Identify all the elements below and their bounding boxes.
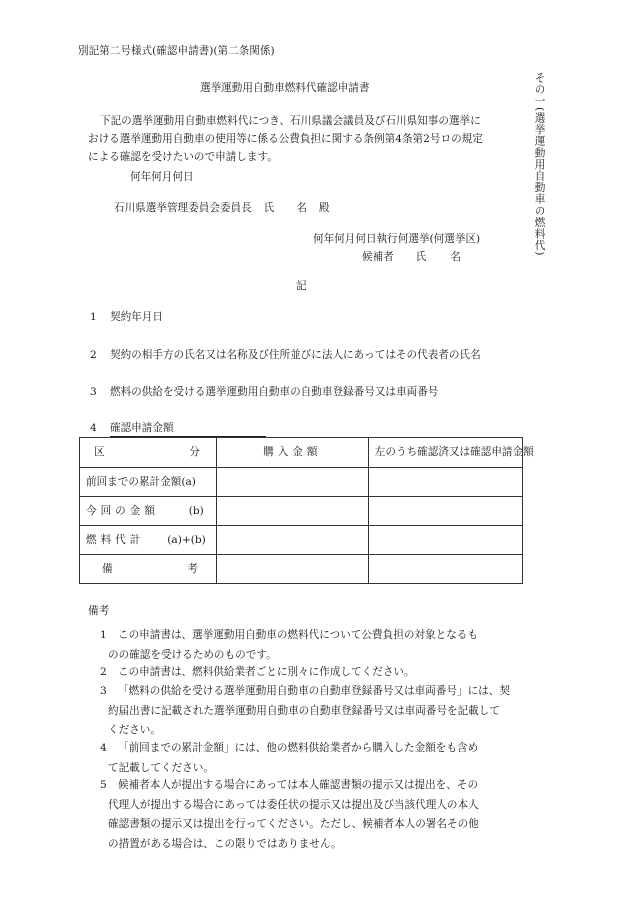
confirmed-amount-cell xyxy=(368,526,522,555)
note-item xyxy=(100,682,510,741)
header-category-a: 区 xyxy=(94,446,105,459)
note-line: 候補者本人が提出する場合にあっては本人確認書類の提示又は提出を、その xyxy=(118,779,479,791)
intro-line: による確認を受けたいので申請します。 xyxy=(88,151,278,163)
table-row xyxy=(80,555,523,584)
row-label xyxy=(80,555,217,584)
list-item xyxy=(90,312,163,323)
recipient-org: 石川県選挙管理委員会委員長 xyxy=(114,202,252,214)
document-title: 選挙運動用自動車燃料代確認申請書 xyxy=(200,82,370,94)
list-item xyxy=(90,350,481,361)
note-number: 3 xyxy=(100,685,107,697)
intro-line: 下記の選挙運動用自動車燃料代につき、石川県議会議員及び石川県知事の選挙に xyxy=(100,115,481,127)
header-cell-confirmed xyxy=(368,438,534,468)
note-line: 「前回までの累計金額」には、他の燃料供給業者から購入した金額をも含め xyxy=(118,742,479,754)
row-label xyxy=(80,526,217,555)
purchase-amount-cell xyxy=(216,555,368,584)
note-line: のの確認を受けるためのものです。 xyxy=(108,648,277,661)
note-item xyxy=(100,626,478,665)
note-line: の措置がある場合は、この限りではありません。 xyxy=(108,837,342,850)
list-item xyxy=(90,423,266,437)
note-line: 約届出書に記載された選挙運動用自動車の自動車登録番号又は車両番号を記載して xyxy=(108,704,500,717)
purchase-amount-cell xyxy=(216,468,368,497)
note-line: ください。 xyxy=(108,724,161,736)
amount-table xyxy=(79,437,534,584)
header-confirmed-label: 左のうち確認済又は確認申請金額 xyxy=(374,446,534,458)
recipient-mei: 名 xyxy=(296,202,307,214)
header-purchase-label: 購入金額 xyxy=(263,446,322,459)
note-number: 2 xyxy=(100,666,107,678)
note-item xyxy=(100,776,479,854)
confirmed-amount-cell xyxy=(368,555,522,584)
note-line: この申請書は、選挙運動用自動車の燃料代について公費負担の対象となるも xyxy=(118,629,478,641)
recipient-line xyxy=(114,203,330,214)
recipient-dono: 殿 xyxy=(318,202,330,214)
purchase-amount-cell xyxy=(216,497,368,526)
row-label-text: 前回までの累計金額(a) xyxy=(86,475,196,488)
row-label-suffix: (b) xyxy=(188,504,204,517)
item-text: 燃料の供給を受ける選挙運動用自動車の自動車登録番号又は車両番号 xyxy=(110,386,439,398)
item-text: 契約の相手方の氏名又は名称及び住所並びに法人にあってはその代表者の氏名 xyxy=(110,349,481,361)
list-item xyxy=(90,387,438,398)
item-number: 2 xyxy=(90,349,97,361)
note-line: 代理人が提出する場合にあっては委任状の提示又は提出及び当該代理人の本人 xyxy=(108,798,479,811)
note-line: 確認書類の提示又は提出を行ってください。ただし、候補者本人の署名その他 xyxy=(108,818,479,830)
side-label xyxy=(534,72,545,256)
ki-heading: 記 xyxy=(296,280,307,292)
table-row xyxy=(80,526,523,555)
candidate-mei: 名 xyxy=(450,251,461,263)
row-label-text: 燃料代計 xyxy=(86,533,145,546)
note-line: て記載してください。 xyxy=(108,761,214,774)
side-label-paren: (選挙運動用自動車の燃料代) xyxy=(533,106,546,257)
application-date: 何年何月何日 xyxy=(130,171,194,183)
intro-paragraph xyxy=(88,112,528,166)
row-label xyxy=(80,468,217,497)
row-label-suffix: 考 xyxy=(187,562,198,575)
item-number: 4 xyxy=(90,422,97,434)
candidate-label: 候補者 xyxy=(362,251,394,263)
item-number: 3 xyxy=(90,386,97,398)
item-text: 確認申請金額 xyxy=(110,423,266,437)
table-row xyxy=(80,468,523,497)
row-label xyxy=(80,497,217,526)
row-label-text: 備 xyxy=(102,562,113,575)
candidate-shi: 氏 xyxy=(415,251,427,263)
note-line: 「燃料の供給を受ける選挙運動用自動車の自動車登録番号又は車両番号」には、契 xyxy=(118,685,510,697)
header-cell-category xyxy=(80,438,217,468)
header-cell-purchase xyxy=(216,438,368,468)
notes-title: 備考 xyxy=(88,605,110,617)
form-label: 別記第二号様式(確認申請書)(第二条関係) xyxy=(78,45,275,57)
candidate-line xyxy=(362,252,461,263)
purchase-amount-cell xyxy=(216,526,368,555)
intro-line: おける選挙運動用自動車の使用等に係る公費負担に関する条例第4条第2号ロの規定 xyxy=(88,133,483,145)
item-number: 1 xyxy=(90,311,97,323)
confirmed-amount-cell xyxy=(368,497,522,526)
note-number: 5 xyxy=(100,779,107,791)
confirmed-amount-cell xyxy=(368,468,522,497)
row-label-suffix: (a)+(b) xyxy=(167,533,206,546)
note-item xyxy=(100,663,415,683)
table-row xyxy=(80,497,523,526)
item-text: 契約年月日 xyxy=(110,311,163,323)
note-item xyxy=(100,739,478,778)
note-number: 1 xyxy=(100,629,107,641)
side-label-main: その一 xyxy=(533,72,546,107)
header-category-b: 分 xyxy=(189,446,200,459)
table-header-row xyxy=(80,438,523,468)
election-line: 何年何月何日執行何選挙(何選挙区) xyxy=(313,233,481,245)
recipient-shi: 氏 xyxy=(263,202,275,214)
note-number: 4 xyxy=(100,742,107,754)
note-line: この申請書は、燃料供給業者ごとに別々に作成してください。 xyxy=(118,666,415,678)
row-label-text: 今回の金額 xyxy=(86,504,159,517)
